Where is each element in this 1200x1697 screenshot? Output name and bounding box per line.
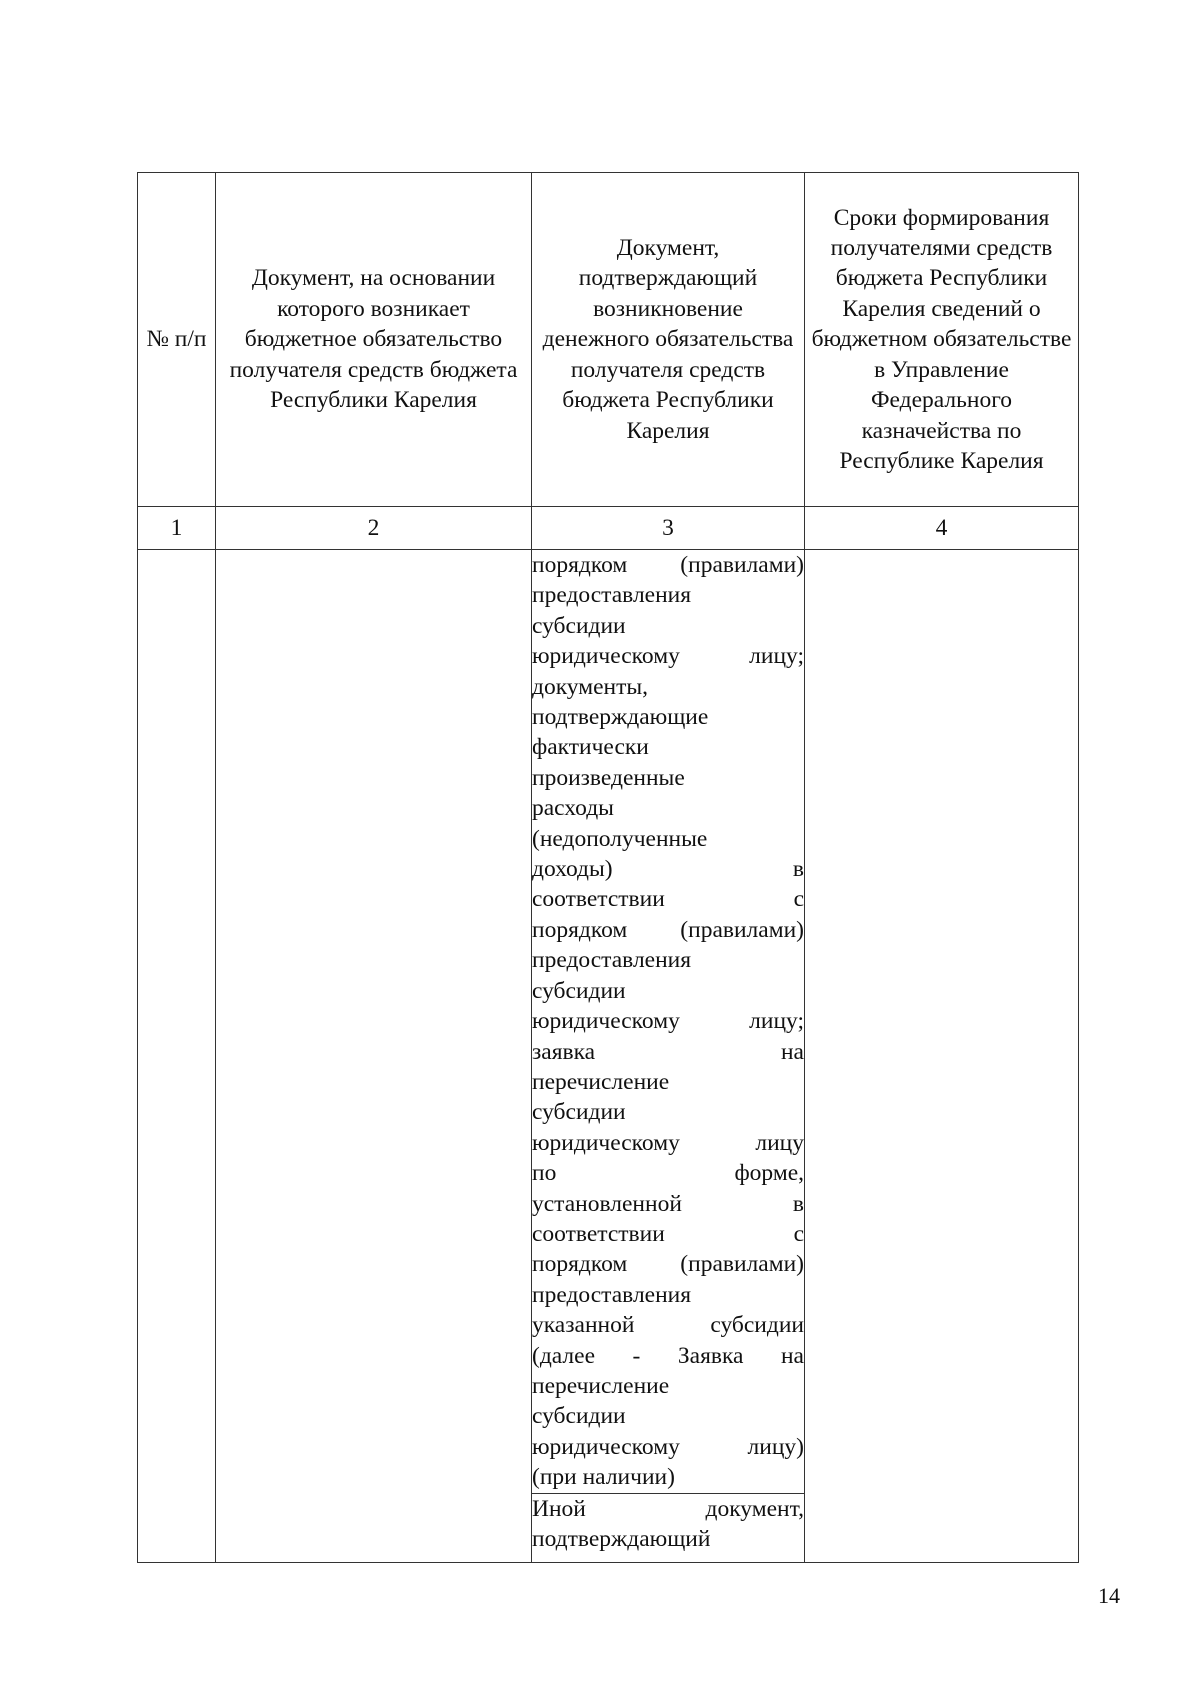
- text-line: соответствии с: [532, 1220, 804, 1247]
- header-confirming-document: Документ, подтверждающий возникновение денежного обязательства получателя средств бюджета Республики Карелия: [532, 173, 805, 507]
- text-line: (далее - Заявка на: [532, 1342, 804, 1369]
- text-line: перечисление: [532, 1372, 670, 1399]
- text-line: субсидии: [532, 977, 626, 1004]
- text-line: предоставления: [532, 1281, 692, 1308]
- cell-confirming-document-next: [532, 1493, 805, 1562]
- cell-confirming-document: [532, 550, 805, 1494]
- cell-deadlines: [805, 550, 1079, 1563]
- text-line: субсидии: [532, 612, 626, 639]
- text-line: соответствии с: [532, 886, 804, 913]
- text-line: фактически: [532, 734, 649, 761]
- text-line: порядком (правилами): [532, 1251, 804, 1278]
- column-number-1: 1: [138, 507, 216, 550]
- header-deadlines: Сроки формирования получателями средств бюджета Республики Карелия сведений о бюджетном обязательстве в Управление Федерального казначейства по Республике Карелия: [805, 173, 1079, 507]
- cell-number: [138, 550, 216, 1563]
- text-line: произведенные: [532, 764, 685, 791]
- text-line: установленной в: [532, 1190, 804, 1217]
- text-line: доходы) в: [532, 856, 804, 883]
- text-line: расходы: [532, 795, 614, 822]
- text-line: субсидии: [532, 1403, 626, 1430]
- text-line: предоставления: [532, 947, 692, 974]
- text-line: (при наличии): [532, 1464, 675, 1491]
- text-line: предоставления: [532, 582, 692, 609]
- text-line: юридическому лицу;: [532, 643, 804, 670]
- text-line: по форме,: [532, 1160, 804, 1187]
- text-line: подтверждающие: [532, 704, 709, 731]
- page-number: 14: [1098, 1583, 1120, 1608]
- cell-basis-document: [216, 550, 532, 1563]
- text-line: документы,: [532, 673, 649, 700]
- text-line: субсидии: [532, 1099, 626, 1126]
- text-line: порядком (правилами): [532, 552, 804, 578]
- header-number: № п/п: [138, 173, 216, 507]
- text-line: перечисление: [532, 1068, 670, 1095]
- text-line: (недополученные: [532, 825, 708, 852]
- document-table: [137, 172, 1079, 1563]
- text-line: заявка на: [532, 1038, 804, 1065]
- text-line: указанной субсидии: [532, 1312, 804, 1339]
- column-number-row: [138, 507, 1079, 550]
- header-row: [138, 173, 1079, 507]
- table-row: [138, 550, 1079, 1494]
- text-line: юридическому лицу;: [532, 1008, 804, 1035]
- text-line: Иной документ,: [532, 1495, 804, 1522]
- column-number-2: 2: [216, 507, 532, 550]
- text-line: юридическому лицу: [532, 1129, 804, 1156]
- text-line: юридическому лицу): [532, 1433, 804, 1460]
- text-line: подтверждающий: [532, 1526, 711, 1552]
- header-basis-document: Документ, на основании которого возникает бюджетное обязательство получателя средств бюджета Республики Карелия: [216, 173, 532, 507]
- column-number-3: 3: [532, 507, 805, 550]
- column-number-4: 4: [805, 507, 1079, 550]
- text-line: порядком (правилами): [532, 916, 804, 943]
